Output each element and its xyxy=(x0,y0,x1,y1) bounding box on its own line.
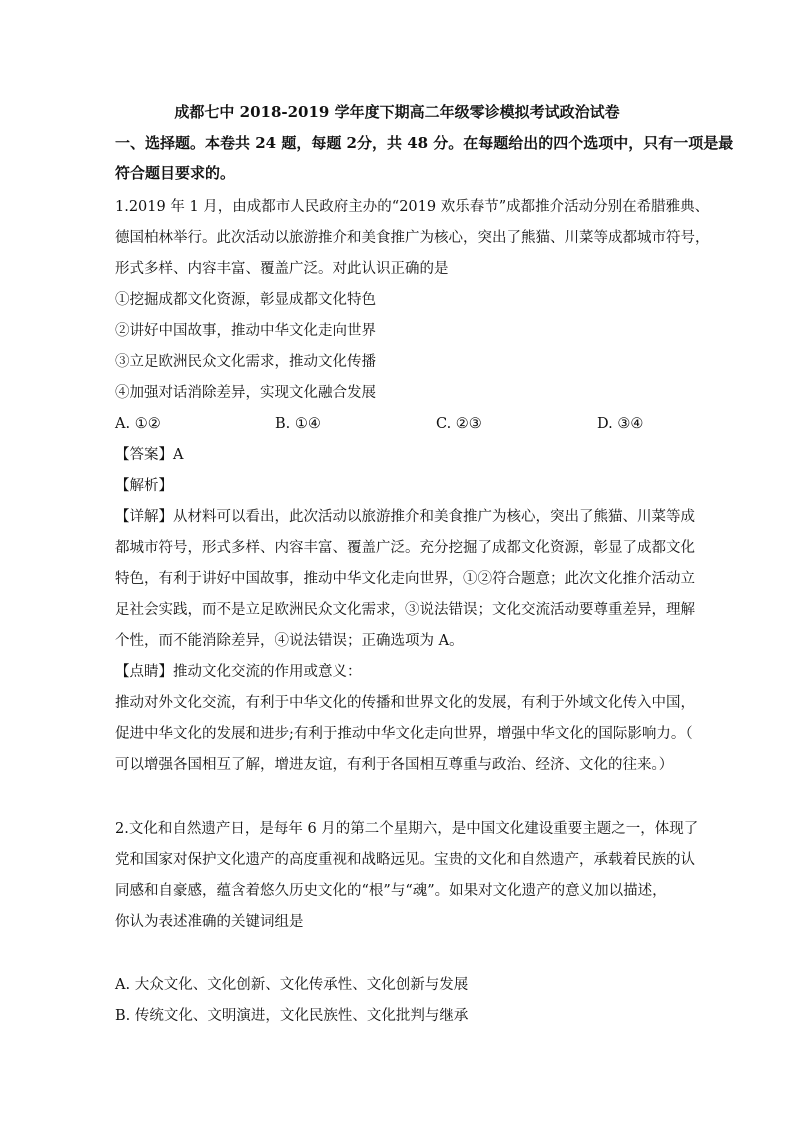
q1-statement: ④加强对话消除差异，实现文化融合发展 xyxy=(115,385,376,401)
section-heading-line-2: 符合题目要求的。 xyxy=(115,164,236,182)
q1-option-a: A. ①② xyxy=(115,416,161,432)
q1-option-b: B. ①④ xyxy=(275,416,321,432)
exam-title: 成都七中 2018-2019 学年度下期高二年级零诊模拟考试政治试卷 xyxy=(174,103,620,121)
q2-option-b: B. 传统文化、文明演进，文化民族性、文化批判与继承 xyxy=(115,1008,469,1024)
q1-stem-line: 形式多样、内容丰富、覆盖广泛。对此认识正确的是 xyxy=(115,261,449,277)
q2-option-a: A. 大众文化、文化创新、文化传承性、文化创新与发展 xyxy=(115,977,469,993)
section-heading-line-1: 一、选择题。本卷共 24 题，每题 2分，共 48 分。在每题给出的四个选项中，只有一项是最 xyxy=(115,134,734,152)
q2-stem-line: 你认为表述准确的关键词组是 xyxy=(115,914,304,930)
q1-option-d: D. ③④ xyxy=(597,416,644,432)
q1-point-line: 推动对外文化交流，有利于中华文化的传播和世界文化的发展，有利于外域文化传入中国， xyxy=(115,695,695,711)
q1-option-c: C. ②③ xyxy=(436,416,482,432)
q1-point-line: 促进中华文化的发展和进步;有利于推动中华文化走向世界，增强中华文化的国际影响力。（ xyxy=(115,726,693,742)
q1-stem-line: 德国柏林举行。此次活动以旅游推介和美食推广为核心，突出了熊猫、川菜等成都城市符号， xyxy=(115,230,710,246)
q1-detail-line: 都城市符号，形式多样、内容丰富、覆盖广泛。充分挖掘了成都文化资源，彰显了成都文化 xyxy=(115,540,695,556)
q1-detail-line: 特色，有利于讲好中国故事，推动中华文化走向世界，①②符合题意；此次文化推介活动立 xyxy=(115,571,695,587)
q2-stem-line: 2.文化和自然遗产日，是每年 6 月的第二个星期六，是中国文化建设重要主题之一，体现了 xyxy=(115,821,699,837)
q1-detail-line: 足社会实践，而不是立足欧洲民众文化需求，③说法错误；文化交流活动要尊重差异，理解 xyxy=(115,602,695,618)
q2-stem-line: 同感和自豪感，蕴含着悠久历史文化的“根”与“魂”。如果对文化遗产的意义加以描述， xyxy=(115,883,667,899)
q1-point-line: 可以增强各国相互了解，增进友谊，有利于各国相互尊重与政治、经济、文化的往来。） xyxy=(115,757,674,773)
q1-statement: ②讲好中国故事，推动中华文化走向世界 xyxy=(115,323,376,339)
q1-detail-line: 【详解】从材料可以看出，此次活动以旅游推介和美食推广为核心，突出了熊猫、川菜等成 xyxy=(115,509,695,525)
q2-stem-line: 党和国家对保护文化遗产的高度重视和战略远见。宝贵的文化和自然遗产，承载着民族的认 xyxy=(115,852,695,868)
q1-statement: ③立足欧洲民众文化需求，推动文化传播 xyxy=(115,354,376,370)
q1-statement: ①挖掘成都文化资源，彰显成都文化特色 xyxy=(115,292,376,308)
q1-answer: 【答案】A xyxy=(115,447,184,463)
q1-analysis-label: 【解析】 xyxy=(115,478,173,494)
q1-detail-line: 个性，而不能消除差异，④说法错误；正确选项为 A。 xyxy=(115,633,464,649)
q1-point-heading: 【点睛】推动文化交流的作用或意义： xyxy=(115,664,362,680)
q1-stem-line: 1.2019 年 1 月，由成都市人民政府主办的“2019 欢乐春节”成都推介活动分别在希腊雅典、 xyxy=(115,199,710,215)
